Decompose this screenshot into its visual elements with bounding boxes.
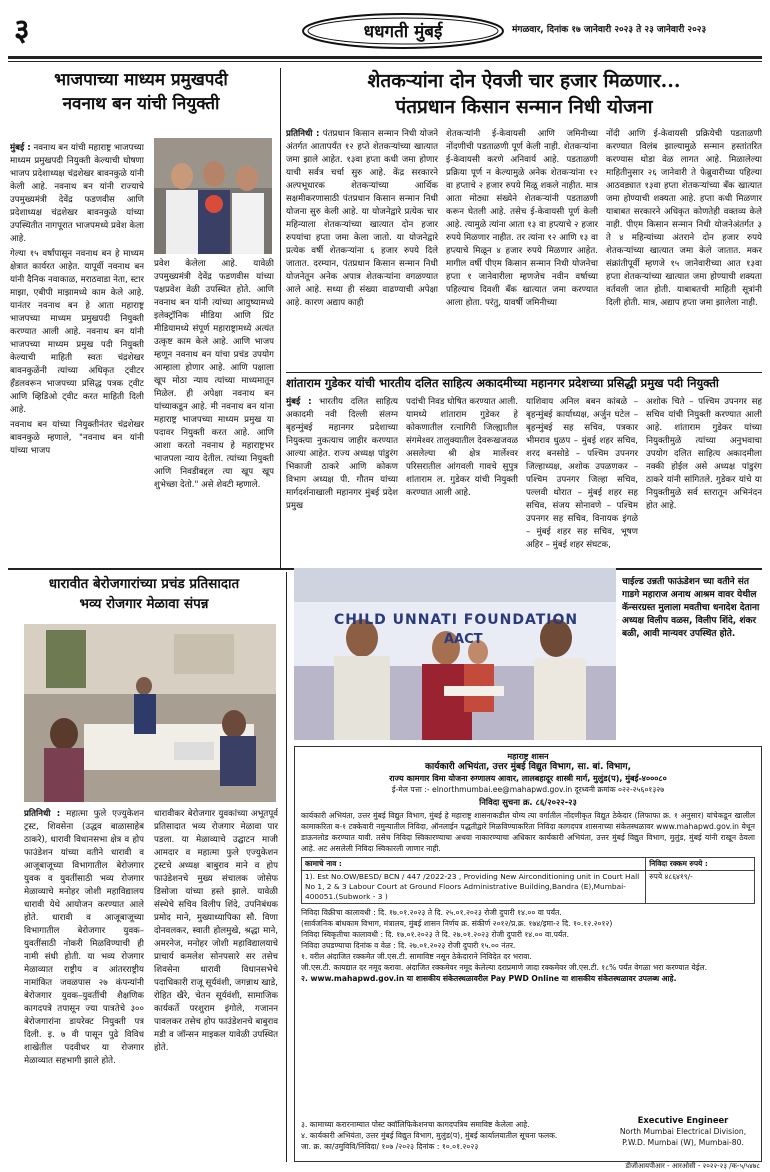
photo-child-unnati-caption: चाईल्ड उन्नती फाऊंडेशन च्या वतीने संत गाडगे महाराज अनाथ आश्रम वावर येथील कॅन्सरग्रस्त मुलाला मवतीचा धनादेश देताना अध्यक्ष विलीप वळस, विलीप शिंदे, शंकर बळी, आवी मान्यवर उपस्थित होते. — [622, 577, 760, 639]
story-bjp — [8, 68, 274, 566]
tender-signatory-address: P.W.D. Mumbai (W), Mumbai-80. — [622, 1138, 744, 1147]
tender-line2: (सार्वजनिक बांधकाम विभाग, मंत्रालय, मुंबई शासन निर्णय क्र. संकीर्ण २०१२/प्र.क्र. १७४/इमा-२ दि. १०.१२.२०१२) — [301, 919, 613, 928]
photo-job-fair-image — [24, 624, 276, 802]
story-gudekar-headline: शांताराम गुडेकर यांची भारतीय दलित साहित्य अकादमीच्या महानगर प्रदेशच्या प्रसिद्धी प्रमुख पदी नियुक्ती — [286, 376, 719, 390]
story-gudekar-col1: मुंबई : भारतीय दलित साहित्य अकादमी नवी दिल्ली संलग्न बृहन्मुंबई महानगर प्रदेशाच्या नियुक्त्या नुकत्याच जाहीर करण्यात आल्या आहेत. राज्य अध्यक्ष पांडुरंग भिकाजी ठाकरे आणि कोकण विभाग अध्यक्ष पी. गौतम यांच्या मार्गदर्शनाखाली महानगर मुंबई प्रदेश प्रमुख — [286, 397, 398, 511]
story-kisan — [286, 68, 762, 368]
masthead — [0, 0, 770, 66]
tender-line6: जी.एस.टी. कायद्यात दर नमूद करावा. अंदाजित रक्कमेवर नमूद केलेल्या दराप्रमाणे जादा रक्कमेवर जी.एस.टी. १८% पर्यंत वेगळा भरा करण्यात येईल. — [301, 963, 708, 972]
tender-ref-number: जा. क्र. का/उमुविवि/निविदा/ १०७ /२०२३ दिनांक : १०.०१.२०२३ — [301, 1142, 479, 1151]
photo-bjp-image — [154, 138, 272, 254]
tender-address: राज्य कामगार विमा योजना रुग्णालय आवार, लालबहादूर शास्त्री मार्ग, मुलुंड(प), मुंबई-४०००८० — [389, 774, 667, 783]
tender-line5: १. वरील अंदाजित रक्कमेत जी.एस.टी. सामाविष्ट नसून ठेकेदाराने निविदेत दर भरावा. — [301, 952, 532, 961]
tender-notice-number: निविदा सुचना क्र. ८६/२०२२-२३ — [479, 797, 577, 807]
page-number: ३ — [14, 13, 30, 48]
tender-line3: निविदा स्विकृतीचा कालावधी : दि. १७.०१.२०२३ ते दि. २७.०१.२०२३ रोजी दुपारी १४.०० वा.पर्यंत. — [301, 930, 570, 939]
story-kisan-headline: शेतकऱ्यांना दोन ऐवजी चार हजार मिळणार... पंतप्रधान किसान सन्मान निधी योजना — [367, 70, 681, 118]
tender-table-row — [302, 871, 755, 904]
tender-signatory — [613, 1115, 753, 1148]
photo-job-fair — [24, 624, 276, 802]
tender-line1: निविदा विक्रीचा कालावधी : दि. १७.०१.२०२३ ते दि. २५.०१.२०२३ रोजी दुपारी १४.०० वा पर्यंत. — [301, 908, 562, 917]
banner-text: CHILD UNNATI FOUNDATION — [334, 612, 579, 628]
tender-notice — [294, 746, 762, 1162]
tender-signatory-title: Executive Engineer — [637, 1115, 729, 1125]
story-dharavi — [8, 574, 280, 1162]
story-bjp-col2: प्रवेश केलेला आहे. यावेळी उपमुख्यमंत्री देवेंद्र फडणवीस यांच्या पक्षप्रवेश वेळी उपस्थित होते. आणि नवनाथ बन यांनी त्यांच्या आयुष्यामध्ये इलेक्ट्रॉनिक मीडिया आणि प्रिंट मीडियामध्ये संपूर्ण महाराष्ट्रामध्ये अत्यंत उत्कृष्ट काम केले आहे. आणि भाजप म्हणून नवनाथ बन यांचा प्रचंड उपयोग आम्हाला होणार आहे. आणि पक्षाला खूप मोठा न्याय त्यांच्या माध्यमातून मिळेल. ही अपेक्षा नवनाथ बन यांच्याकडून आहे. मी नवनाथ बन यांना महाराष्ट्र भाजपच्या माध्यम प्रमुख या पदावर नियुक्ती करत आहे. आणि आशा करतो नवनाथ हे महाराष्ट्रभर भाजपला न्याय देतील. त्यांच्या नियुक्ती आणि निवडीबद्दल त्या खूप खूप शुभेच्छा देतो." असे शेवटी म्हणाले. — [154, 259, 274, 490]
tender-line7: २. www.mahapwd.gov.in या शासकीय संकेतस्थळावरील Pay PWD Online या शासकीय संकेतस्थळावर उपलब्ध आहे. — [301, 974, 677, 983]
tender-th-amount: निविदा रक्कम रुपये : — [646, 858, 755, 871]
story-kisan-col2: शेतकऱ्यांनी ई-केवायसी आणि जमिनीच्या नोंदणीची पडताळणी पूर्ण केली नाही. शेतकऱ्यांना ई-केवायसी करणे अनिवार्य आहे. पडताळणी प्रक्रिया पूर्ण न केल्यामुळे अनेक शेतकऱ्यांना १२ वा हप्ताचे २ हजार रुपये मिळू शकले नाहीत. मात्र आता मोठ्या संख्येने शेतकऱ्यांनी पडताळणी करून घेतली आहे. तसेच ई-केवायसी पूर्ण केली आहे. त्यामुळे त्यांना आता १३ वा हप्त्याचे २ हजार रुपये मिळणार नाहीत. तर त्यांना १२ आणि १३ वा हप्त्याचे मिळून ४ हजार रुपये मिळणार आहेत. मागील वर्षी पीएम किसान सन्मान निधी योजनेचा हप्ता १ जानेवारीला म्हणजेच नवीन वर्षाच्या पहिल्याच दिवशी बँक खात्यात जमा करण्यात आला होता. परंतु, यावर्षी जमिनीच्या — [446, 129, 598, 308]
tender-work: 1). Est No.OW/BESD/ BCN / 447 /2022-23 , Providing New Airconditioning unit in Court Hall No 1, 2 & 3 Labour Court at Ground Floors Administrative Building,Bandra (E),Mumbai-400051.(Subwork - 3 ) — [302, 871, 646, 904]
tender-gov: महाराष्ट्र शासन — [507, 752, 549, 761]
photo-bjp-felicitation — [154, 138, 272, 254]
story-gudekar-col2: पदांची निवड घोषित करण्यात आली. यामध्ये शांताराम गुडेकर हे कोकणातील रत्नागिरी जिल्ह्यातील संगमेश्वर तालुक्यातील देवरूखजवळ असलेल्या श्री क्षेत्र मार्लेश्वर परिसरातील आंगवली गावचे सुपुत्र शांताराम ल. गुडेकर यांची नियुक्ती करण्यात आली आहे. — [406, 397, 518, 498]
dateline: मंगळवार, दिनांक १७ जानेवारी २०२३ ते २३ जानेवारी २०२३ — [512, 25, 707, 35]
tender-amount: रुपये ४८६४१९/- — [646, 871, 755, 904]
tender-table — [301, 857, 755, 904]
tender-th-work: कामाचे नाव : — [302, 858, 646, 871]
tender-line4: निविदा उघडण्याचा दिनांक व वेळ : दि. २७.०१.२०२३ रोजी दुपारी १५.०० नंतर. — [301, 941, 516, 950]
masthead-logo — [300, 12, 506, 50]
logo-text: धधगती मुंबई — [363, 22, 443, 42]
story-bjp-headline: भाजपाच्या माध्यम प्रमुखपदी नवनाथ बन यांची नियुक्ती — [54, 70, 228, 114]
tender-code: डीजीआयपीआर - आरओसी - २०२२-२३ /क-५/५४७८ — [625, 1162, 760, 1170]
story-bjp-col1: मुंबई : नवनाथ बन यांची महाराष्ट्र भाजपच्या माध्यम प्रमुखपदी नियुक्ती केल्याची घोषणा भाजप प्रदेशाध्यक्ष चंद्रशेखर बावनकुळे यांनी केली आहे. नवनाथ बन यांनी राज्याचे उपमुख्यमंत्री देवेंद्र फडणवीस आणि प्रदेशाध्यक्ष चंद्रशेखर बावनकुळे यांच्या उपस्थितीत नागपूरात भाजपमध्ये प्रवेश केला आहे. गेल्या १५ वर्षांपासून नवनाथ बन हे माध्यम क्षेत्रात कार्यरत आहेत. यापूर्वी नवनाथ बन यांनी दैनिक नवाकाळ, मराठवाडा नेता, स्टार माझा, एबीपी माझामध्ये काम केले आहे. यानंतर नवनाथ बन हे आता महाराष्ट्र भाजपच्या माध्यम प्रमुखपदी नियुक्ती करण्यात आली आहे. नवनाथ बन यांनी भाजपच्या माध्यम प्रमुख पदी नियुक्ती केल्याची माहिती स्वतः चंद्रशेखर बावनकुळेंनी त्यांच्या अधिकृत ट्वीटर हँडलवरून भाजपच्या प्रसिद्ध पत्रक ट्वीट आणि व्हिडिओ ट्वीट करत माहिती दिली आहे. नवनाथ बन यांच्या नियुक्तीनंतर चंद्रशेखर बावनकुळे म्हणाले, "नवनाथ बन यांनी यांच्या भाजप — [10, 143, 144, 456]
tender-intro: कार्यकारी अभियंता, उत्तर मुंबई विद्युत विभाग, मुंबई हे महाराष्ट्र शासनाकडील योग्य त्या वर्गातील नोंदणीकृत विद्युत ठेकेदार (लिफाफा क्र. १ अनुसार) यांचेकडून खालील कामाकरिता ब-१ टक्केवारी नमुन्यातील निविदा, ऑनलाईन पद्धतीद्वारे मिळविण्याकरिता निविदा कागदपत्र शासनाच्या संकेतस्थळावर www.mahapwd.gov.in येथून डाऊनलोड करण्यात यावी. तसेच निविदा स्विकारण्याचा अथवा नाकारण्याचा अधिकार कार्यकारी अभियंता, उत्तर मुंबई विद्युत विभाग, मुलुंड, मुंबई यांनी राखून ठेवला आहे. अट असलेली निविदा स्विकारली जाणार नाही. — [301, 811, 755, 853]
story-dharavi-col1: प्रतिनिधी : महात्मा फुले एज्युकेशन ट्रस्ट, शिवसेना (उद्धव बाळासाहेब ठाकरे), धारावी विधानसभा क्षेत्र व होप फाउंडेशन यांच्या वतीने धारावी व आजूबाजूच्या विभागातील बेरोजगार युवक व युवतींसाठी भव्य रोजगार मेळाव्याचे मनोहर जोशी महाविद्यालय धारावी येथे आयोजन करण्यात आले होते. धारावी व आजूबाजूच्या विभागातील बेरोजगार युवक–युवतींसाठी नोकरी मिळविण्याची ही नामी संधी होती. या भव्य रोजगार मेळाव्यात राष्ट्रीय व आंतरराष्ट्रीय नामांकित जवळपास २७ कंपन्यांनी बेरोजगार युवक–युवतींची शैक्षणिक कागदपत्रे तपासून ज्या पात्रतेचे ३०० बेरोजगारांना डायरेक्ट नियुक्ती पत्र दिली. इ. ७ वी पासून पुढे विविध शाखेतील पदवीधर या रोजगार मेळाव्यात सहभागी झाले होते. — [24, 809, 144, 1066]
story-kisan-col3: नोंदी आणि ई-केवायसी प्रक्रियेची पडताळणी करण्यात विलंब झाल्यामुळे सन्मान हस्तांतरित करण्यास थोडा वेळ लागत आहे. मिळालेल्या माहितीनुसार २६ जानेवारी ते फेब्रुवारीच्या पहिल्या आठवड्यात १३वा हप्ता शेतकऱ्यांच्या बँक खात्यात जमा होण्याची शक्यता आहे. हप्ता कधी मिळणार याबाबत सरकारने अधिकृत कोणतेही वक्तव्य केले नाही. पीएम किसान सन्मान निधी योजनेअंतर्गत ३ ते ४ महिन्यांच्या अंतराने दोन हजार रुपये शेतकऱ्यांच्या खात्यात जमा केले जातात. मकर संक्रांतीपूर्वी म्हणजे १५ जानेवारीच्या आत १३वा हप्ता शेतकऱ्यांच्या खात्यात जमा होण्याची शक्यता वर्तवली जात होती. याबाबतची माहिती सूत्रांनी दिली होती. मात्र, अद्याप हप्ता जमा झालेला नाही. — [606, 129, 762, 308]
tender-signatory-division: North Mumbai Electrical Division, — [619, 1127, 747, 1136]
story-gudekar-col3: याशिवाय अनिल बबन कांबळे – बृहन्मुंबई कार्याध्यक्ष, अर्जुन घटेल – बृहन्मुंबई सह सचिव, पत्रकार भीमराव धुळप – मुंबई शहर सचिव, शरद बनसोडे – पश्चिम उपनगर जिल्हाध्यक्ष, अशोक उपळणकर – पश्चिम उपनगर जिल्हा सचिव, पल्लवी थोरात – मुंबई शहर सह सचिव, संजय सोनावणे – पश्चिम उपनगर सह सचिव, विनायक इंगळे – मुंबई शहर सह सचिव, भूषण अहिर – मुंबई शहर संघटक, — [526, 397, 638, 550]
story-kisan-col1: प्रतिनिधी : पंतप्रधान किसान सन्मान निधी योजने अंतर्गत आतापर्यंत १२ हप्ते शेतकऱ्यांच्या खात्यात जमा झाले आहेत. १३वा हप्ता कधी जमा होणार याची सर्वत्र चर्चा सुरु आहे. केंद्र सरकारने अल्पभूधारक शेतकऱ्यांच्या आर्थिक सक्षमीकरणासाठी पंतप्रधान किसान सन्मान निधी योजना सुरु केली आहे. या योजनेद्वारे प्रत्येक चार महिन्याला शेतकऱ्यांच्या खात्यात दोन हजार रुपयांचा हप्ता जमा केला जातो. या योजनेद्वारे प्रत्येक वर्षी शेतकऱ्यांना ६ हजार रुपये दिले जातात. दरम्यान, पंतप्रधान किसान सन्मान निधी योजनेतून अनेक अपात्र शेतकऱ्यांना वगळण्यात आले आहे. सध्या ही संख्या वाढण्याची अपेक्षा आहे. कारण अद्याप काही — [286, 129, 438, 308]
story-dharavi-headline: धारावीत बेरोजगारांच्या प्रचंड प्रतिसादात भव्य रोजगार मेळावा संपन्न — [48, 576, 240, 612]
story-gudekar — [286, 376, 762, 566]
tender-footer-lines — [301, 1119, 601, 1152]
photo-child-unnati-image — [294, 568, 616, 740]
banner-subtext: AACT — [444, 632, 483, 647]
tender-table-header — [302, 858, 755, 871]
tender-line9: ४. कार्यकारी अभियंता, उत्तर मुंबई विद्युत विभाग, मुलुंड(प), मुंबई कार्यालयातील सूचना फलक. — [301, 1131, 558, 1140]
story-dharavi-col2: धारावीकर बेरोजगार युवकांच्या अभूतपूर्व प्रतिसादात भव्य रोजगार मेळावा पार पडला. या मेळाव्याचे उद्घाटन माजी आमदार व महात्मा फुले एज्युकेशन ट्रस्टचे अध्यक्ष बाबुराव माने व होप फाउंडेशनचे मुख्य संचालक जोसेफ डिसोजा यांच्या हस्ते झाले. यावेळी संस्थेचे सचिव विलीप शिंदे, उपनिबंधक प्रमोद माने, मुख्याध्यापिका सौ. विणा दोनवलकर, स्वाती होलमुखे, श्रद्धा माने, अमरनेज, मनोहर जोशी महाविद्यालयाचे प्राचार्य कमलेश सोनपसारे सर तसेच शिवसेना धारावी विधानसभेचे पदाधिकारी राजू सूर्यवंशी, जगन्नाथ खाडे, रोहित खैरे, चेतन सूर्यवंशी, सामाजिक कार्यकर्ते परशुराम इंगोले, गजानन पावलकर तसेच होप फाउंडेशनचे बाबुराव मडी व जॉन्सन माइकल यावेळी उपस्थित होते. — [154, 809, 278, 1053]
story-gudekar-col4: अशोक चिते – पश्चिम उपनगर सह सचिव यांची नियुक्ती करण्यात आली आहे. शांताराम गुडेकर यांच्या नियुक्तीमुळे त्यांच्या अनुभवाचा उपयोग दलित साहित्य अकादमीला नक्की होईल असे अध्यक्ष पांडुरंग ठाकरे यांनी सांगितले. गुडेकर यांचे या नियुक्तीमुळे सर्व स्तरातून अभिनंदन होत आहे. — [646, 397, 762, 511]
photo-child-unnati — [294, 568, 616, 740]
tender-office: कार्यकारी अभियंता, उत्तर मुंबई विद्युत विभाग, सा. बां. विभाग, — [424, 762, 631, 772]
tender-line8: ३. कामाच्या करारनाम्यात पोस्ट क्वॉलिफिकेशनचा कागदपत्रिय समाविष्ट केलेला आहे. — [301, 1120, 530, 1129]
tender-contact: ई-मेल पत्ता :- elnorthmumbai.ee@mahapwd.gov.in दूरध्वनी क्रमांक ०२२-२५६०१३२७ — [391, 785, 665, 794]
